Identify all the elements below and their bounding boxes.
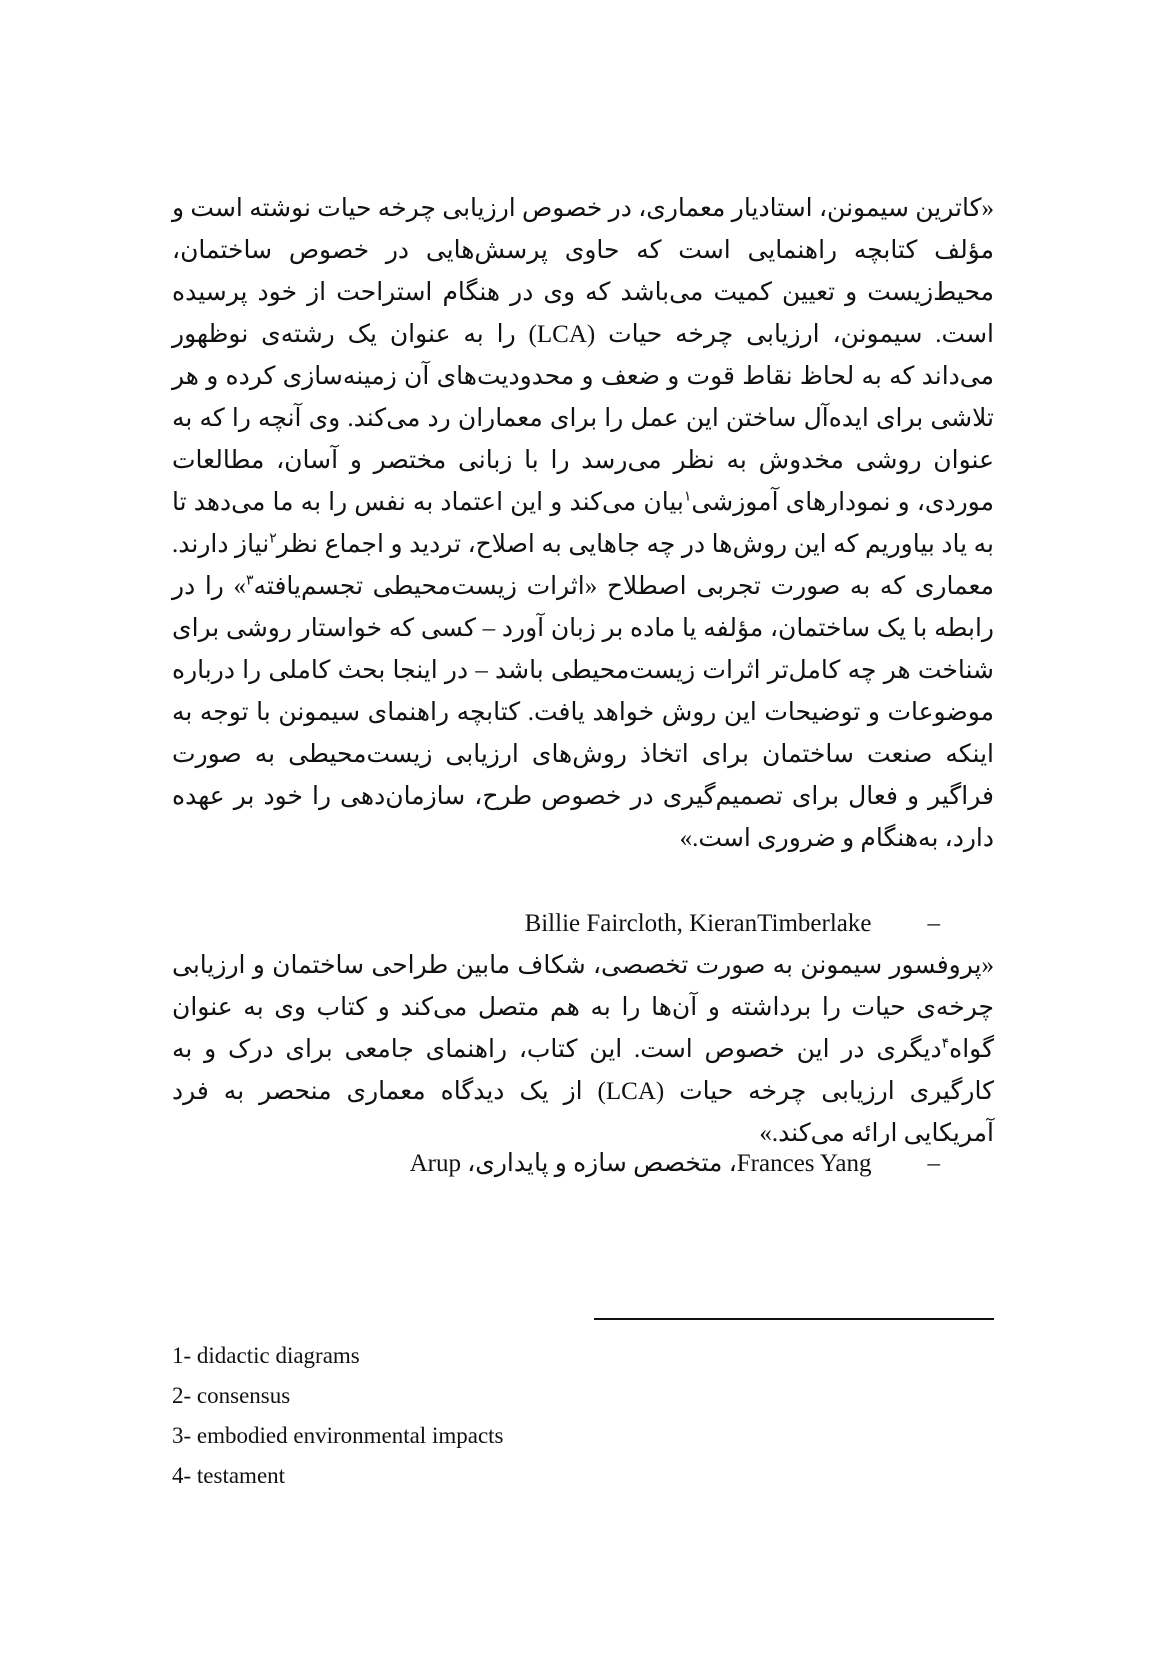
attribution-dash: – (927, 910, 940, 937)
quote-text: «پروفسور سیمونن به صورت تخصصی، شکاف مابین طراحی ساختمان و ارزیابی چرخه‌ی حیات را برداشته و آن‌ها را به هم متصل می‌کند و کتاب وی به عنوان گواه (172, 952, 994, 1063)
quote-paragraph (172, 945, 994, 1155)
footnotes-list (172, 1336, 772, 1496)
footnote-item: 4- testament (172, 1463, 286, 1488)
footnote-item: 3- embodied environmental impacts (172, 1423, 504, 1448)
quote-text: «کاترین سیمونن، استادیار معماری، در خصوص ارزیابی چرخه حیات نوشته است و مؤلف کتابچه راهنمایی است که حاوی پرسش‌هایی در خصوص ساختمان، محیط‌زیست و تعیین کمیت می‌باشد که وی در هنگام استراحت از خود پرسیده است. سیمونن، ارزیابی چرخه حیات (LCA) را به عنوان یک رشته‌ی نوظهور می‌داند که به لحاظ نقاط قوت و ضعف و محدودیت‌های آن زمینه‌سازی کرده و هر تلاشی برای ایده‌آل ساختن این عمل را برای معماران رد می‌کند. وی آنچه را که به عنوان روشی مخدوش به نظر می‌رسد را با زبانی مختصر و آسان، مطالعات موردی، و نمودارهای آموزشی (172, 195, 994, 516)
quote-text: » را در رابطه با یک ساختمان، مؤلفه یا ماده بر زبان آورد – کسی که خواستار روشی برای شناخت هر چه کامل‌تر اثرات زیست‌محیطی باشد – در اینجا بحث کاملی را درباره موضوعات و توضیحات این روش خواهد یافت. کتابچه راهنمای سیمونن با توجه به اینکه صنعت ساختمان برای اتخاذ روش‌های ارزیابی زیست‌محیطی به صورت فراگیر و فعال برای تصمیم‌گیری در خصوص طرح، سازمان‌دهی را خود بر عهده دارد، به‌هنگام و ضروری است.» (172, 573, 994, 852)
quote-frances-yang (172, 945, 994, 1155)
footnote-ref-2[interactable]: ۲ (269, 531, 277, 547)
quote-text: دیگری در این خصوص است. این کتاب، راهنمای جامعی برای درک و به کارگیری ارزیابی چرخه حیات (LCA) از یک دیدگاه معماری منحصر به فرد آمریکایی ارائه می‌کند.» (172, 1036, 994, 1147)
attribution-text: Billie Faircloth, KieranTimberlake (524, 910, 872, 937)
footnote-ref-1[interactable]: ۱ (683, 489, 692, 505)
quote-text: نیاز دارند. معماری که به صورت تجربی اصطلاح «اثرات زیست‌محیطی تجسم‌یافته (172, 531, 994, 600)
footnote-separator (594, 1318, 994, 1320)
quote-text: بیان می‌کند و این اعتماد به نفس را به ما می‌دهد تا به یاد بیاوریم که این روش‌ها در چه جاهایی به اصلاح، تردید و اجماع نظر (172, 489, 994, 558)
quote-kathrina-simonen (172, 188, 994, 860)
footnote-ref-4[interactable]: ۴ (941, 1036, 950, 1052)
attribution-billie-faircloth (525, 906, 940, 942)
attribution-text: Frances Yang، متخصص سازه و پایداری، Arup (409, 1150, 872, 1177)
footnote-ref-3[interactable]: ۳ (245, 573, 254, 589)
footnote-item: 2- consensus (172, 1383, 291, 1408)
attribution-frances-yang (410, 1146, 940, 1182)
quote-paragraph (172, 188, 994, 860)
attribution-dash: – (927, 1150, 940, 1177)
footnote-item: 1- didactic diagrams (172, 1343, 360, 1368)
